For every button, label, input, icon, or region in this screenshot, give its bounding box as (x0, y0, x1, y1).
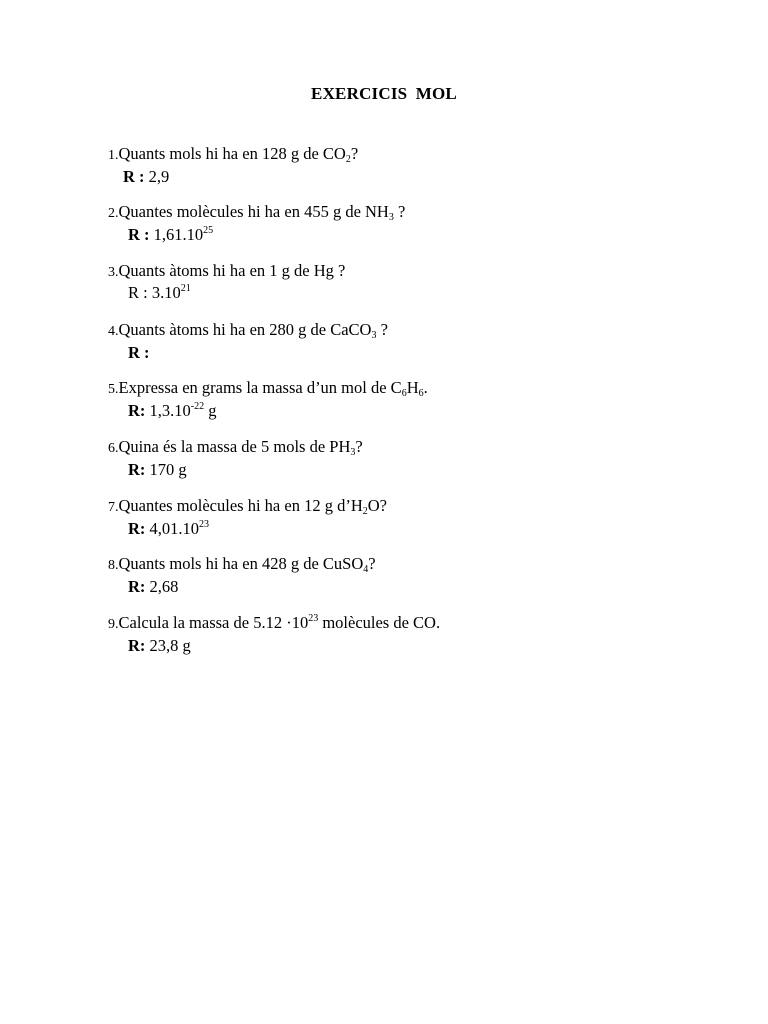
exercise-answer: R: 2,68 (128, 577, 179, 596)
exercise-number: 7. (108, 500, 119, 515)
exercise-number: 4. (108, 324, 119, 339)
exercise-2 (108, 202, 405, 248)
exercise-question: 9.Calcula la massa de $5.12 \cdot 10^{23}$ molècules de CO. (108, 613, 440, 636)
exercise-4 (108, 320, 388, 363)
exercise-question: 2.Quantes molècules hi ha en 455 g de NH3 ? (108, 202, 406, 223)
exercise-answer: R : 2,9 (123, 167, 170, 186)
exercise-question: 3.Quants àtoms hi ha en 1 g de Hg ? (108, 261, 345, 283)
exercise-answer: R : 3.10$^{21}$ (128, 283, 191, 302)
exercise-7 (108, 496, 387, 542)
exercise-5 (108, 378, 428, 424)
exercise-number: 3. (108, 265, 119, 280)
exercise-3 (108, 261, 345, 306)
exercise-answer: R : (128, 343, 150, 362)
exercise-8 (108, 554, 376, 597)
exercise-answer: R: $1,3.10^{-22}$ g (128, 401, 217, 420)
exercise-question: 8.Quants mols hi ha en 428 g de CuSO4? (108, 554, 376, 575)
exercise-question: 4.Quants àtoms hi ha en 280 g de CaCO3 ? (108, 320, 388, 341)
exercise-number: 2. (108, 206, 119, 221)
exercise-number: 8. (108, 558, 119, 573)
exercise-9 (108, 613, 440, 656)
exercise-number: 5. (108, 382, 119, 397)
exercise-answer: R: 4,01.10$^{23}$ (128, 519, 210, 538)
exercise-number: 6. (108, 441, 119, 456)
exercise-question: 1.Quants mols hi ha en 128 g de CO2? (108, 144, 359, 165)
exercise-number: 1. (108, 148, 119, 163)
exercise-answer: R: 170 g (128, 460, 187, 479)
exercise-number: 9. (108, 617, 119, 632)
page-title: EXERCICIS MOL (311, 84, 457, 103)
exercise-1 (108, 144, 358, 187)
exercise-question: 6.Quina és la massa de 5 mols de PH3? (108, 437, 363, 458)
exercise-question: 5.Expressa en grams la massa d’un mol de C6H6. (108, 378, 428, 399)
exercise-6 (108, 437, 363, 480)
exercise-question: 7.Quantes molècules hi ha en 12 g d’H2O? (108, 496, 387, 517)
exercise-answer: R : 1,61.10$^{25}$ (128, 225, 214, 244)
exercise-answer: R: 23,8 g (128, 636, 191, 655)
